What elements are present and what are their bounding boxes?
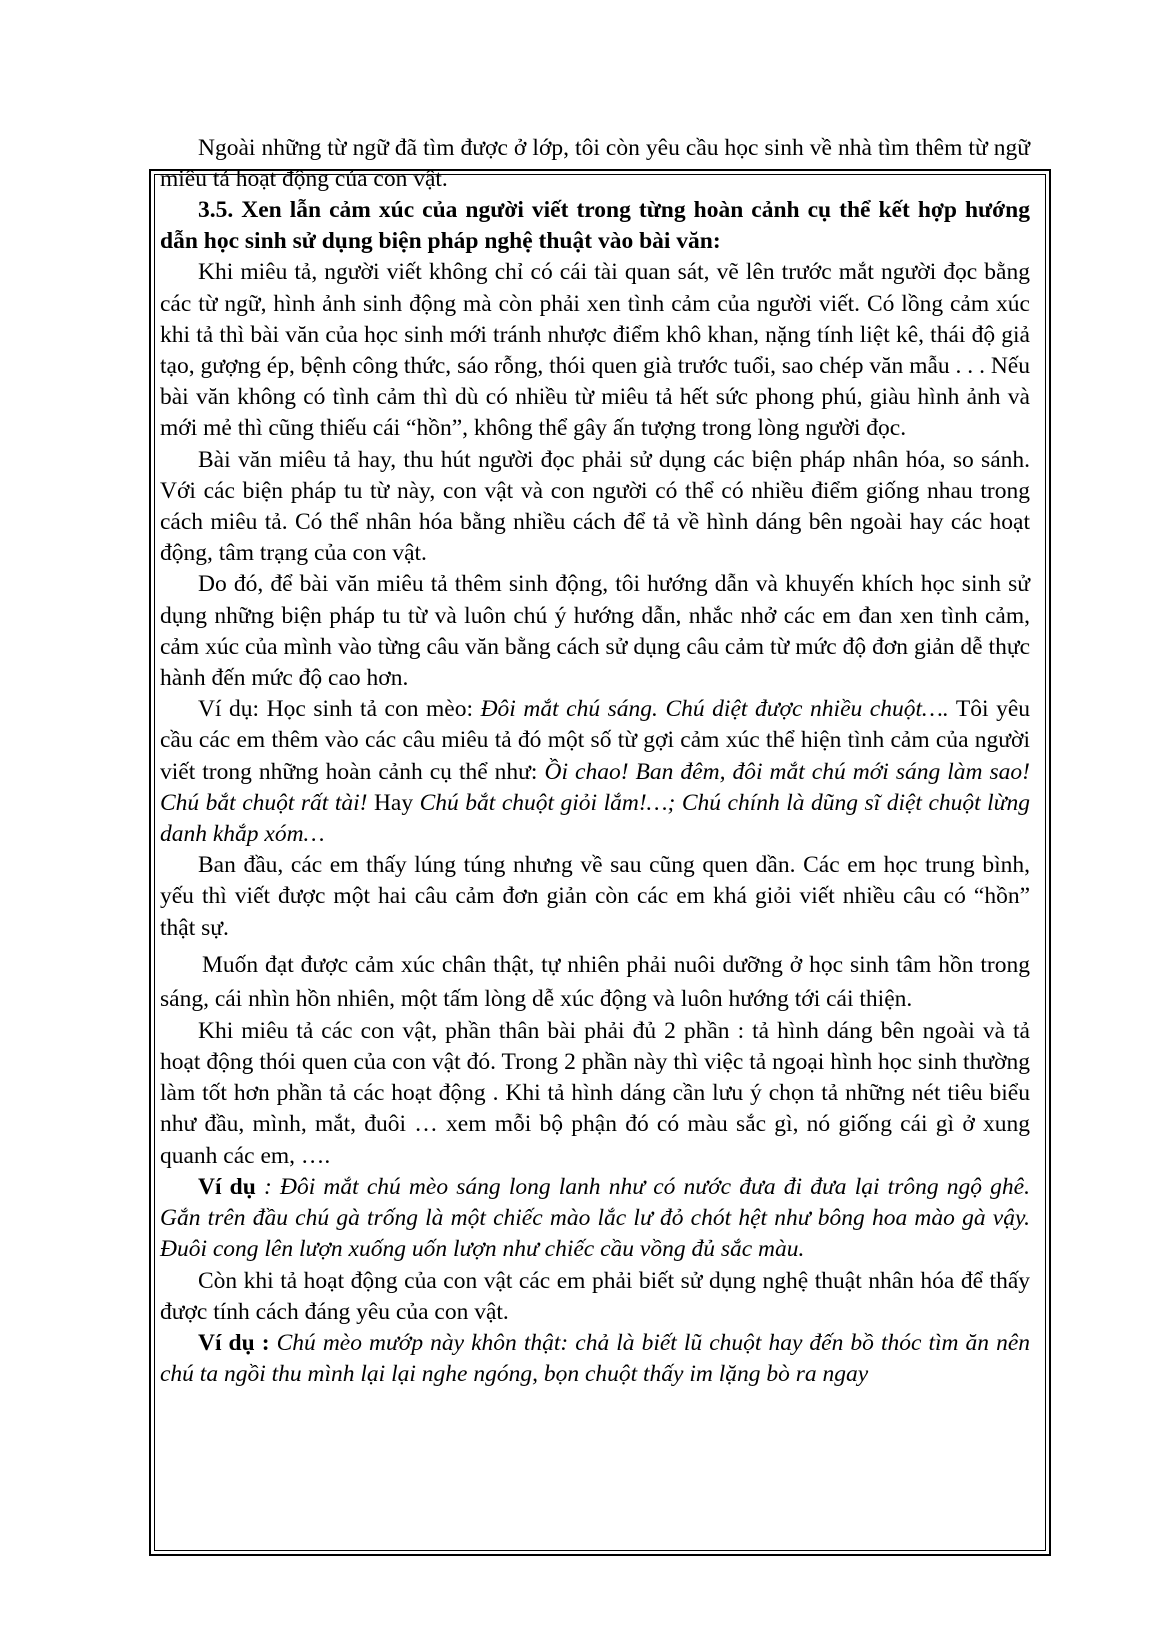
example-appearance: : Đôi mắt chú mèo sáng long lanh như có nước đưa đi đưa lại trông ngộ ghê. Gắn trên đầu chú gà trống là một chiếc mào lắc lư đỏ chót hệt như bông hoa mào gà vậy. Đuôi cong lên lượn xuống uốn lượn như chiếc cầu vồng đủ sắc màu. [160,1173,1030,1263]
example-instruction: Tôi yêu cầu các em thêm vào các câu miêu tả đó một số từ gợi cảm xúc thể hiện tình cảm của người viết trong những hoàn cảnh cụ thể như: [160,696,1031,785]
paragraph-9: Còn khi tả hoạt động của con vật các em phải biết sử dụng nghệ thuật nhân hóa để thấy được tính cách đáng yêu của con vật. [160,1267,1030,1325]
example-intro: Ví dụ: Học sinh tả con mèo: [198,696,481,723]
paragraph-2: Bài văn miêu tả hay, thu hút người đọc phải sử dụng các biện pháp nhân hóa, so sánh. Với các biện pháp tu từ này, con vật và con người có thể có nhiều điểm giống nhau trong cách miêu tả. Có thể nhân hóa bằng nhiều cách để tả về hình dáng bên ngoài hay các hoạt động, tâm trạng của con vật. [160,446,1030,567]
example-label-1: Ví dụ [198,1173,256,1200]
example-emotive-2: Chú bắt chuột giỏi lắm!…; Chú chính là dũng sĩ diệt chuột lừng danh khắp xóm… [160,789,1030,848]
paragraph-3: Do đó, để bài văn miêu tả thêm sinh động, tôi hướng dẫn và khuyến khích học sinh sử dụng những biện pháp tu từ và luôn chú ý hướng dẫn, nhắc nhở các em đan xen tình cảm, cảm xúc của mình vào từng câu văn bằng cách sử dụng câu cảm từ mức độ đơn giản dễ thực hành đến mức độ cao hơn. [160,571,1030,692]
example-emotive-1: Ồi chao! Ban đêm, đôi mắt chú mới sáng làm sao! Chú bắt chuột rất tài! [160,758,1030,816]
paragraph-8 [160,1172,1030,1266]
example-or: Hay [367,789,420,816]
section-heading: 3.5. Xen lẫn cảm xúc của người viết trong từng hoàn cảnh cụ thể kết hợp hướng dẫn học sinh sử dụng biện pháp nghệ thuật vào bài văn: [160,197,1030,255]
example-activity: Chú mèo mướp này khôn thật: chả là biết lũ chuột hay đến bồ thóc tìm ăn nên chú ta ngồi thu mình lại lại nghe ngóng, bọn chuột thấy im lặng bò ra ngay [160,1329,1030,1388]
paragraph-1: Khi miêu tả, người viết không chỉ có cái tài quan sát, vẽ lên trước mắt người đọc bằng các từ ngữ, hình ảnh sinh động mà còn phải xen tình cảm của người viết. Có lồng cảm xúc khi tả thì bài văn của học sinh mới tránh nhược điểm khô khan, nặng tính liệt kê, thái độ giả tạo, gượng ép, bệnh công thức, sáo rỗng, thói quen già trước tuổi, sao chép văn mẫu . . . Nếu bài văn không có tình cảm thì dù có nhiều từ miêu tả hết sức phong phú, giàu hình ảnh và mới mẻ thì cũng thiếu cái “hồn”, không thể gây ấn tượng trong lòng người đọc. [160,259,1030,442]
paragraph-7: Khi miêu tả các con vật, phần thân bài phải đủ 2 phần : tả hình dáng bên ngoài và tả hoạt động thói quen của con vật đó. Trong 2 phần này thì việc tả ngoại hình học sinh thường làm tốt hơn phần tả các hoạt động . Khi tả hình dáng cần lưu ý chọn tả những nét tiêu biểu như đầu, mình, mắt, đuôi … xem mỗi bộ phận đó có màu sắc gì, nó giống cái gì ở xung quanh các em, …. [160,1017,1030,1169]
paragraph-10 [160,1328,1030,1390]
paragraph-5: Ban đầu, các em thấy lúng túng nhưng về sau cũng quen dần. Các em học trung bình, yếu thì viết được một hai câu cảm đơn giản còn các em khá giỏi viết nhiều câu có “hồn” thật sự. [160,852,1030,941]
paragraph-6: Muốn đạt được cảm xúc chân thật, tự nhiên phải nuôi dưỡng ở học sinh tâm hồn trong sáng, cái nhìn hồn nhiên, một tấm lòng dễ xúc động và luôn hướng tới cái thiện. [160,951,1030,1012]
example-sentence: Đôi mắt chú sáng. Chú diệt được nhiều chuột…. [480,696,949,723]
document-body [160,195,1030,1390]
example-label-2: Ví dụ : [198,1329,270,1356]
paragraph-4 [160,694,1030,850]
intro-paragraph: Ngoài những từ ngữ đã tìm được ở lớp, tôi còn yêu cầu học sinh về nhà tìm thêm từ ngữ miêu tả hoạt động của con vật. [160,135,1030,193]
